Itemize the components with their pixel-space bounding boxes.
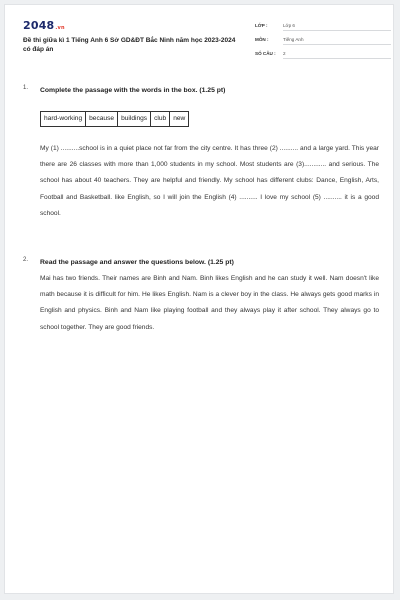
- document-page: [4, 4, 394, 594]
- site-logo[interactable]: [23, 19, 65, 32]
- document-title: Đề thi giữa kì 1 Tiếng Anh 6 Sở GD&ĐT Bắc Ninh năm học 2023-2024 có đáp án: [23, 37, 236, 53]
- word-box-item: because: [86, 112, 118, 126]
- question-2-number: 2.: [23, 257, 29, 263]
- meta-value-question-count: 2: [283, 51, 391, 59]
- meta-row-question-count: [255, 49, 391, 63]
- word-box-item: buildings: [118, 112, 151, 126]
- word-box-item: hard-working: [41, 112, 86, 126]
- meta-row-subject: [255, 35, 391, 49]
- word-box-item: club: [151, 112, 170, 126]
- question-2-title: Read the passage and answer the questions below. (1.25 pt): [40, 259, 234, 266]
- word-box: [40, 111, 189, 127]
- word-box-item: new: [173, 115, 186, 122]
- logo-main-text: 2048: [23, 19, 55, 32]
- question-1-passage: My (1) ..........school is in a quiet place not far from the city centre. It has three (2) .......... and a large yard. This year there are 26 classes with more than 1,000 students in my school. Most students are (3)............ and serious. The school has about 40 teachers. They are helpful and friendly. My school has different clubs: Dance, English, Arts, Football and Basketball. like English, so I will join the English (4) .......... I love my school (5) .......... it is a good school.: [40, 145, 379, 217]
- question-1-title: Complete the passage with the words in the box. (1.25 pt): [40, 87, 226, 94]
- meta-row-class: [255, 21, 391, 35]
- question-2-passage: Mai has two friends. Their names are Binh and Nam. Binh likes English and he can study it well. Nam doesn't like math because it is difficult for him. He likes English. Nam is a clever boy in the class. He always gets good marks in English and physics. Binh and Nam like playing football and they always play it after school. They always go to school together. They are good friends.: [40, 275, 379, 331]
- meta-value-subject: Tiếng Anh: [283, 37, 391, 45]
- logo-suffix-text: .vn: [55, 25, 65, 31]
- meta-info: [255, 21, 391, 63]
- meta-value-class: Lớp 6: [283, 23, 391, 31]
- meta-label-class: LỚP :: [255, 23, 268, 28]
- document-header: [23, 19, 379, 61]
- question-1-number: 1.: [23, 85, 29, 91]
- meta-label-subject: MÔN :: [255, 37, 269, 42]
- meta-label-question-count: SỐ CÂU :: [255, 51, 276, 56]
